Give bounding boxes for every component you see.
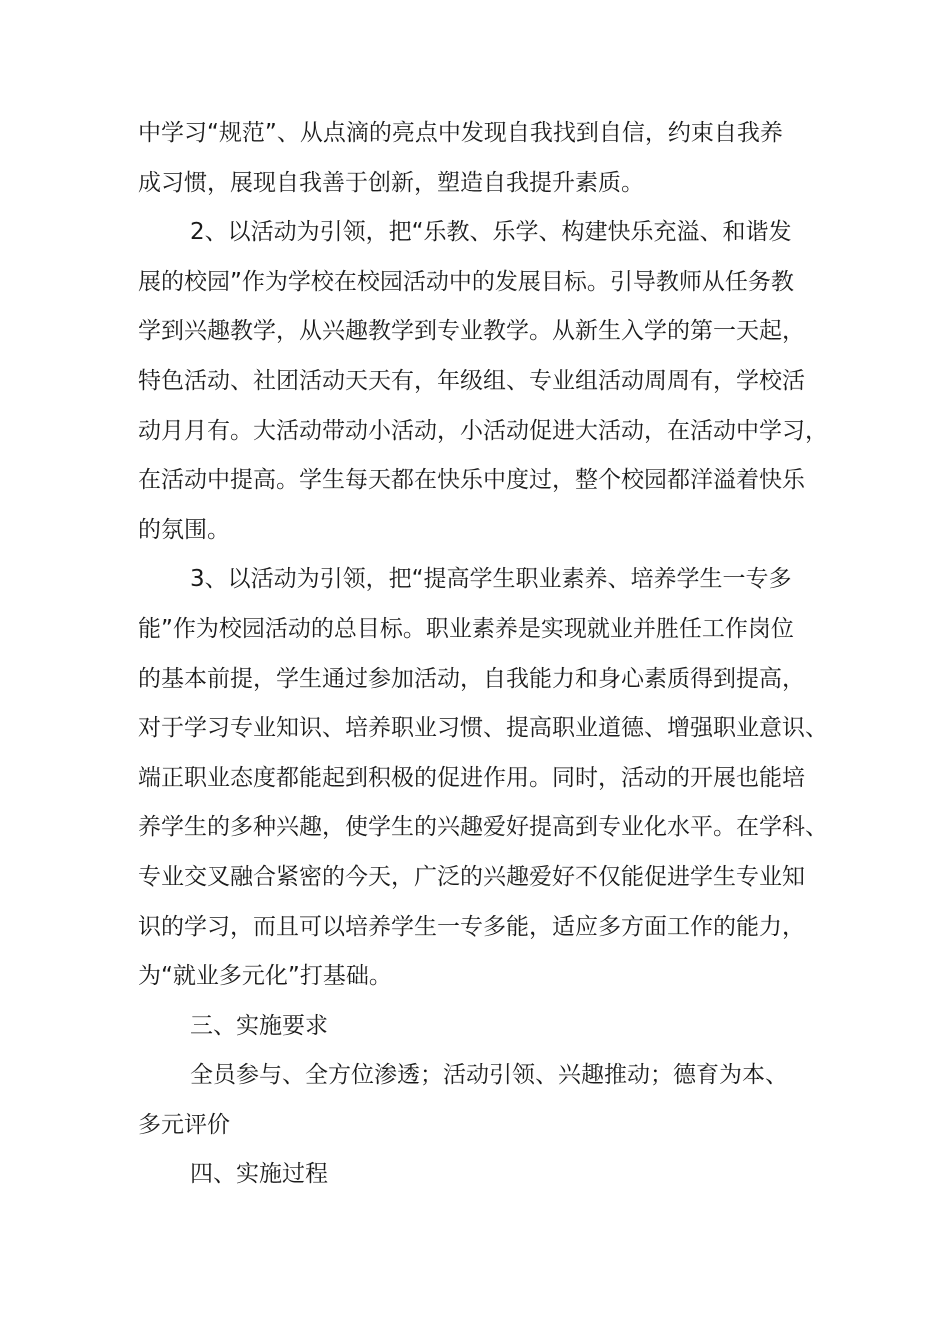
- text-line: 为“就业多元化”打基础。: [138, 963, 392, 990]
- text-line: 在活动中提高。学生每天都在快乐中度过，整个校园都洋溢着快乐: [138, 467, 805, 494]
- document-body: [138, 109, 838, 1200]
- text-line: 展的校园”作为学校在校园活动中的发展目标。引导教师从任务教: [138, 268, 794, 295]
- text-line: 全员参与、全方位渗透；活动引领、兴趣推动；德育为本、: [190, 1062, 788, 1089]
- text-line: 学到兴趣教学，从兴趣教学到专业教学。从新生入学的第一天起，: [138, 318, 805, 345]
- text-line: 动月月有。大活动带动小活动，小活动促进大活动，在活动中学习，: [138, 417, 828, 444]
- text-line: 的氛围。: [138, 516, 230, 543]
- text-line: 3、以活动为引领，把“提高学生职业素养、培养学生一专多: [190, 566, 792, 593]
- text-line: 2、以活动为引领，把“乐教、乐学、构建快乐充溢、和谐发: [190, 219, 792, 246]
- text-line: 能”作为校园活动的总目标。职业素养是实现就业并胜任工作岗位: [138, 615, 794, 642]
- text-line: 三、实施要求: [190, 1012, 328, 1039]
- text-line: 多元评价: [138, 1111, 230, 1138]
- text-line: 中学习“规范”、从点滴的亮点中发现自我找到自信，约束自我养: [138, 120, 783, 146]
- text-line: 识的学习，而且可以培养学生一专多能，适应多方面工作的能力，: [138, 913, 805, 940]
- text-line: 特色活动、社团活动天天有，年级组、专业组活动周周有，学校活: [138, 367, 805, 394]
- text-line: 专业交叉融合紧密的今天，广泛的兴趣爱好不仅能促进学生专业知: [138, 863, 805, 890]
- text-line: 养学生的多种兴趣，使学生的兴趣爱好提高到专业化水平。在学科、: [138, 814, 828, 841]
- text-line: 的基本前提，学生通过参加活动，自我能力和身心素质得到提高，: [138, 665, 805, 692]
- text-line: 成习惯，展现自我善于创新，塑造自我提升素质。: [138, 169, 644, 196]
- text-line: 四、实施过程: [190, 1161, 328, 1188]
- text-line: 对于学习专业知识、培养职业习惯、提高职业道德、增强职业意识、: [138, 715, 828, 742]
- text-line: 端正职业态度都能起到积极的促进作用。同时，活动的开展也能培: [138, 764, 805, 791]
